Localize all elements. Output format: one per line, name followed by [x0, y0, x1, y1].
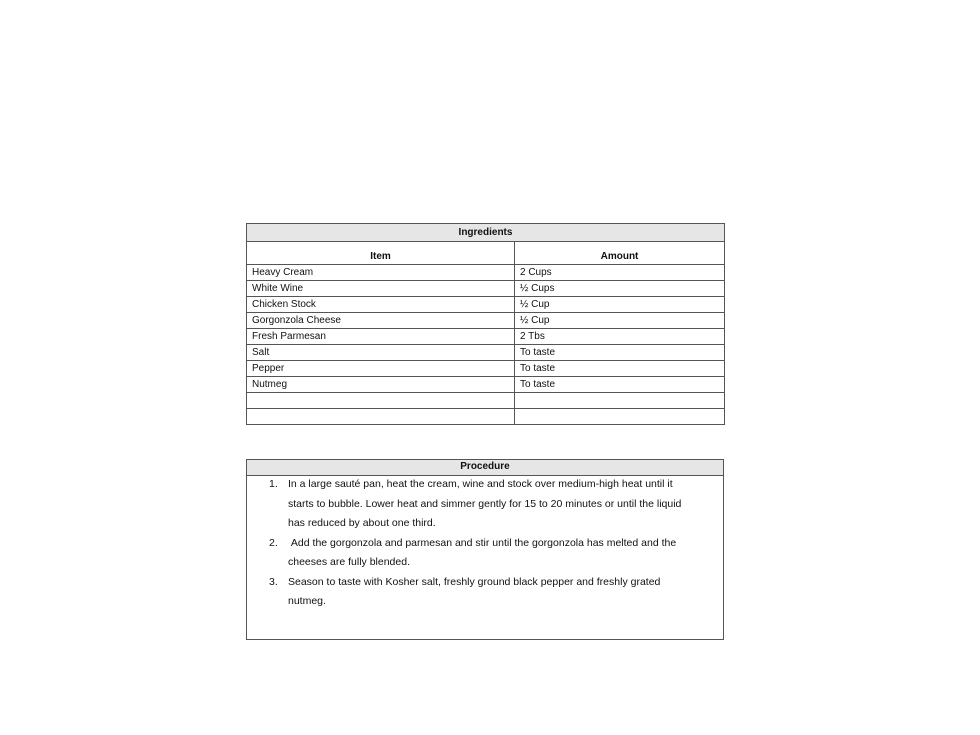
ingredient-amount: To taste	[515, 377, 725, 393]
step-number: 1.	[269, 478, 278, 490]
table-row-empty	[247, 393, 725, 409]
table-row	[247, 265, 725, 281]
ingredient-item: Salt	[247, 345, 515, 361]
ingredients-table	[246, 223, 725, 425]
ingredient-item: Heavy Cream	[247, 265, 515, 281]
procedure-step	[247, 573, 723, 612]
procedure-box	[246, 459, 724, 640]
table-row	[247, 313, 725, 329]
column-header-item: Item	[247, 242, 515, 265]
step-number: 3.	[269, 575, 278, 588]
table-row	[247, 361, 725, 377]
table-row	[247, 377, 725, 393]
table-row	[247, 345, 725, 361]
table-row	[247, 297, 725, 313]
ingredient-item: Fresh Parmesan	[247, 329, 515, 345]
ingredient-amount: ½ Cup	[515, 297, 725, 313]
ingredient-amount: ½ Cups	[515, 281, 725, 297]
procedure-title: Procedure	[247, 460, 723, 476]
ingredients-title-row	[247, 224, 725, 242]
column-header-amount: Amount	[515, 242, 725, 265]
ingredients-header-row	[247, 242, 725, 265]
table-row	[247, 281, 725, 297]
ingredient-item	[247, 393, 515, 409]
ingredient-item: Nutmeg	[247, 377, 515, 393]
step-text: Season to taste with Kosher salt, freshly ground black pepper and freshly grated nutmeg.	[288, 575, 661, 607]
procedure-steps	[247, 475, 723, 612]
procedure-step	[247, 534, 723, 573]
step-text: Add the gorgonzola and parmesan and stir until the gorgonzola has melted and the cheeses are fully blended.	[288, 536, 680, 568]
ingredient-amount	[515, 409, 725, 425]
procedure-step	[247, 475, 723, 534]
ingredient-item: Pepper	[247, 361, 515, 377]
step-text: In a large sauté pan, heat the cream, wine and stock over medium-high heat until it starts to bubble. Lower heat and simmer gently for 15 to 20 minutes or until the liquid has reduced by about one third.	[288, 478, 682, 529]
ingredient-amount: To taste	[515, 345, 725, 361]
step-number: 2.	[269, 536, 278, 549]
ingredient-item: White Wine	[247, 281, 515, 297]
ingredient-item: Chicken Stock	[247, 297, 515, 313]
ingredient-amount: 2 Tbs	[515, 329, 725, 345]
table-row-empty	[247, 409, 725, 425]
ingredient-item	[247, 409, 515, 425]
ingredients-title: Ingredients	[247, 224, 725, 242]
table-row	[247, 329, 725, 345]
ingredient-amount: 2 Cups	[515, 265, 725, 281]
ingredient-item: Gorgonzola Cheese	[247, 313, 515, 329]
ingredient-amount: To taste	[515, 361, 725, 377]
ingredient-amount: ½ Cup	[515, 313, 725, 329]
ingredient-amount	[515, 393, 725, 409]
